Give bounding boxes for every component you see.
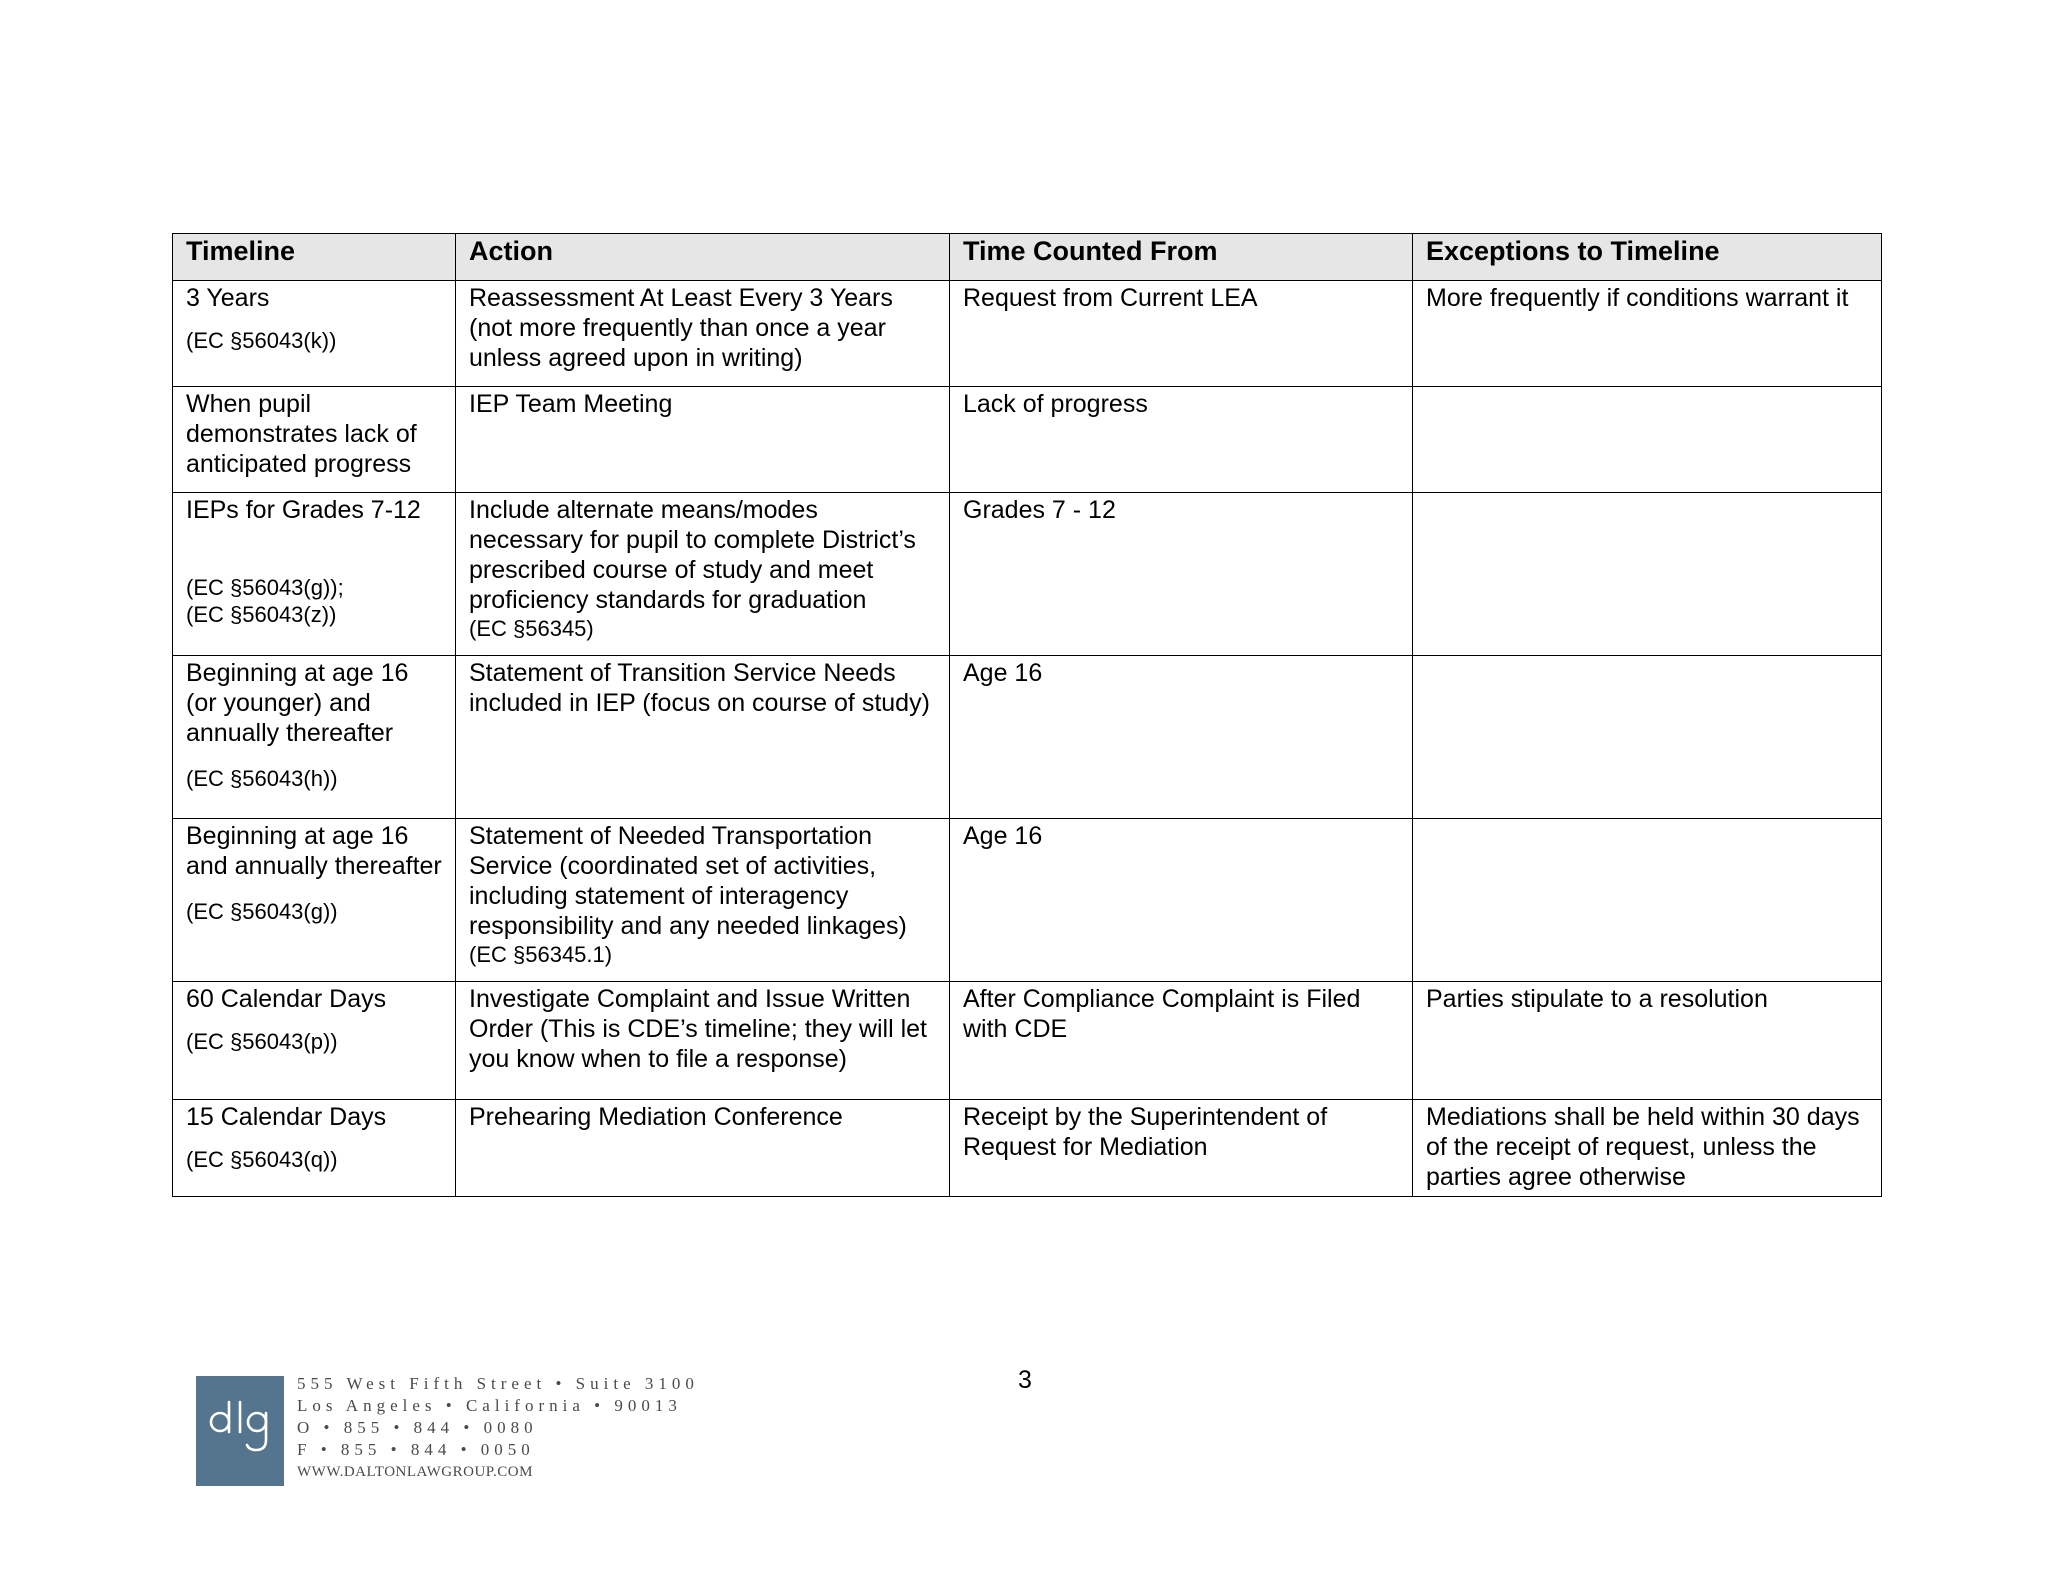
table-header-row [173,234,1882,281]
timeline-cell [173,656,456,819]
header-time-counted-from: Time Counted From [950,234,1413,281]
action-cell: IEP Team Meeting [456,387,950,493]
citation: (EC §56043(q)) [186,1147,338,1172]
website-link[interactable]: WWW.DALTONLAWGROUP.COM [297,1464,533,1480]
action-cell [456,493,950,656]
table-row [173,281,1882,387]
table-row [173,493,1882,656]
citation: (EC §56043(z)) [186,602,337,627]
table-row [173,656,1882,819]
table-row [173,1100,1882,1197]
counted-from-cell: Grades 7 - 12 [950,493,1413,656]
header-exceptions: Exceptions to Timeline [1413,234,1882,281]
table-row [173,387,1882,493]
citation: (EC §56043(p)) [186,1029,338,1054]
timeline-text: 3 Years [186,284,270,312]
citation: (EC §56345.1) [469,942,613,967]
counted-from-cell: Lack of progress [950,387,1413,493]
address-street: 555 West Fifth Street • Suite 3100 [297,1374,699,1393]
exceptions-cell [1413,387,1882,493]
address-city: Los Angeles • California • 90013 [297,1396,682,1415]
exceptions-cell [1413,493,1882,656]
citation: (EC §56345) [469,616,594,641]
exceptions-cell: More frequently if conditions warrant it [1413,281,1882,387]
exceptions-cell [1413,656,1882,819]
timeline-text: Beginning at age 16 (or younger) and annually thereafter [186,659,409,747]
header-timeline: Timeline [173,234,456,281]
timeline-text: IEPs for Grades 7-12 [186,496,421,524]
exceptions-cell: Mediations shall be held within 30 days of the receipt of request, unless the parties agree otherwise [1413,1100,1882,1197]
table-row [173,982,1882,1100]
action-text: Statement of Needed Transportation Service (coordinated set of activities, including statement of interagency responsibility and any needed linkages) [469,822,907,940]
table-row [173,819,1882,982]
firm-address [297,1373,699,1483]
counted-from-cell: Request from Current LEA [950,281,1413,387]
citation: (EC §56043(k)) [186,328,337,353]
timeline-text: 15 Calendar Days [186,1103,387,1131]
citation: (EC §56043(g)) [186,899,338,924]
action-cell: Reassessment At Least Every 3 Years (not more frequently than once a year unless agreed upon in writing) [456,281,950,387]
action-cell: Prehearing Mediation Conference [456,1100,950,1197]
timeline-cell [173,493,456,656]
counted-from-cell: Receipt by the Superintendent of Request for Mediation [950,1100,1413,1197]
citation: (EC §56043(h)) [186,766,338,791]
timeline-cell [173,1100,456,1197]
action-cell [456,819,950,982]
timeline-cell [173,982,456,1100]
timeline-table [172,233,1882,1197]
header-action: Action [456,234,950,281]
timeline-cell: When pupil demonstrates lack of anticipated progress [173,387,456,493]
action-cell: Investigate Complaint and Issue Written Order (This is CDE’s timeline; they will let you know when to file a response) [456,982,950,1100]
fax-number: F • 855 • 844 • 0050 [297,1440,535,1459]
action-cell: Statement of Transition Service Needs included in IEP (focus on course of study) [456,656,950,819]
timeline-cell [173,281,456,387]
timeline-text: Beginning at age 16 and annually thereafter [186,822,442,880]
page-number: 3 [1018,1366,1032,1394]
exceptions-cell: Parties stipulate to a resolution [1413,982,1882,1100]
counted-from-cell: Age 16 [950,656,1413,819]
office-phone: O • 855 • 844 • 0080 [297,1418,538,1437]
firm-logo [196,1376,284,1486]
citation: (EC §56043(g)); [186,575,344,600]
timeline-cell [173,819,456,982]
counted-from-cell: After Compliance Complaint is Filed with CDE [950,982,1413,1100]
timeline-text: 60 Calendar Days [186,985,387,1013]
counted-from-cell: Age 16 [950,819,1413,982]
action-text: Include alternate means/modes necessary for pupil to complete District’s prescribed course of study and meet proficiency standards for graduation [469,496,916,614]
exceptions-cell [1413,819,1882,982]
